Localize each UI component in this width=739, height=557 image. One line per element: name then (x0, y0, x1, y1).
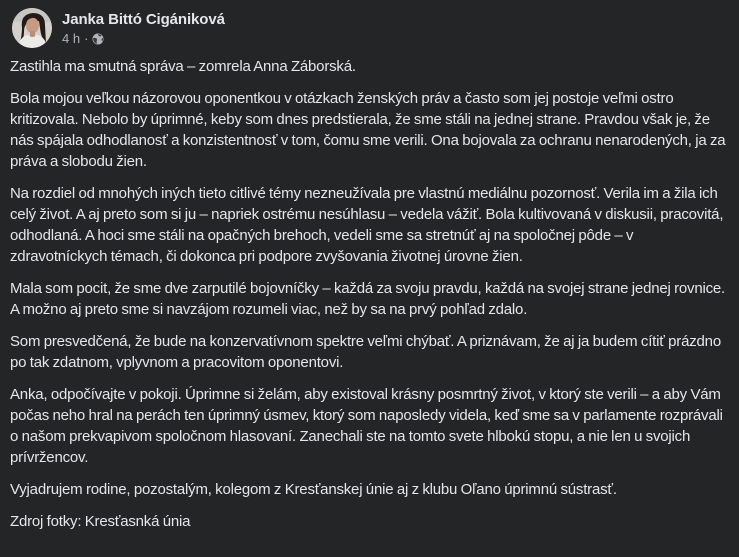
post-paragraph: Zdroj fotky: Kresťasnká únia (10, 513, 191, 530)
post-paragraph: Anka, odpočívajte v pokoji. Úprimne si želám, aby existoval krásny posmrtný život, v ktorý ste verili – a aby Vám počas neho hral na perách ten úprimný úsmev, ktorý som naposledy videla, keď sme sa v parlamente rozprávali o našom prekvapivom spoločnom hlasovaní. Zanechali ste na tomto svete hlbokú stopu, a nie len u svojich prívržencov. (10, 386, 723, 466)
meta-separator: · (84, 30, 89, 46)
avatar[interactable] (12, 8, 52, 48)
post-content (0, 48, 739, 532)
post-paragraph: Na rozdiel od mnohých iných tieto citlivé témy nezneužívala pre vlastnú mediálnu pozornosť. Verila im a žila ich celý život. A aj preto som si ju – napriek ostrému nesúhlasu – vedela vážiť. Bola kultivovaná v diskusii, pracovitá, odhodlaná. A hoci sme stáli na opačných brehoch, vedeli sme sa stretnúť aj na spoločnej pôde – v zdravotníckych témach, či dokonca pri podpore zvyšovania životnej úrovne žien. (10, 185, 724, 265)
avatar-image (12, 8, 52, 48)
post-paragraph: Mala som pocit, že sme dve zarputilé bojovníčky – každá za svoju pravdu, každá na svojej strane jednej rovnice. A možno aj preto sme si navzájom rozumeli viac, než by sa na prvý pohľad zdalo. (10, 280, 726, 318)
post-paragraph: Som presvedčená, že bude na konzervatívnom spektre veľmi chýbať. A priznávam, že aj ja budem cítiť prázdno po tak zdatnom, vplyvnom a pracovitom oponentovi. (10, 333, 721, 371)
author-name[interactable]: Janka Bittó Cigániková (62, 10, 225, 28)
globe-public-icon (92, 33, 104, 45)
post-paragraph: Zastihla ma smutná správa – zomrela Anna Záborská. (10, 58, 356, 75)
post-paragraph: Vyjadrujem rodine, pozostalým, kolegom z Kresťanskej únie aj z klubu Oľano úprimnú sústrasť. (10, 481, 617, 498)
post-paragraph: Bola mojou veľkou názorovou oponentkou v otázkach ženských práv a často som jej postoje veľmi ostro kritizovala. Nebolo by úprimné, keby som dnes predstierala, že sme stáli na jednej strane. Pravdou však je, že nás spájala odhodlanosť a konzistentnosť v tom, čomu sme verili. Ona bojovala za ochranu nenarodených, ja za práva a slobodu žien. (10, 90, 726, 170)
post-header (0, 0, 739, 48)
post-meta (62, 31, 225, 47)
timestamp[interactable]: 4 h (62, 30, 81, 46)
header-text (62, 10, 225, 47)
